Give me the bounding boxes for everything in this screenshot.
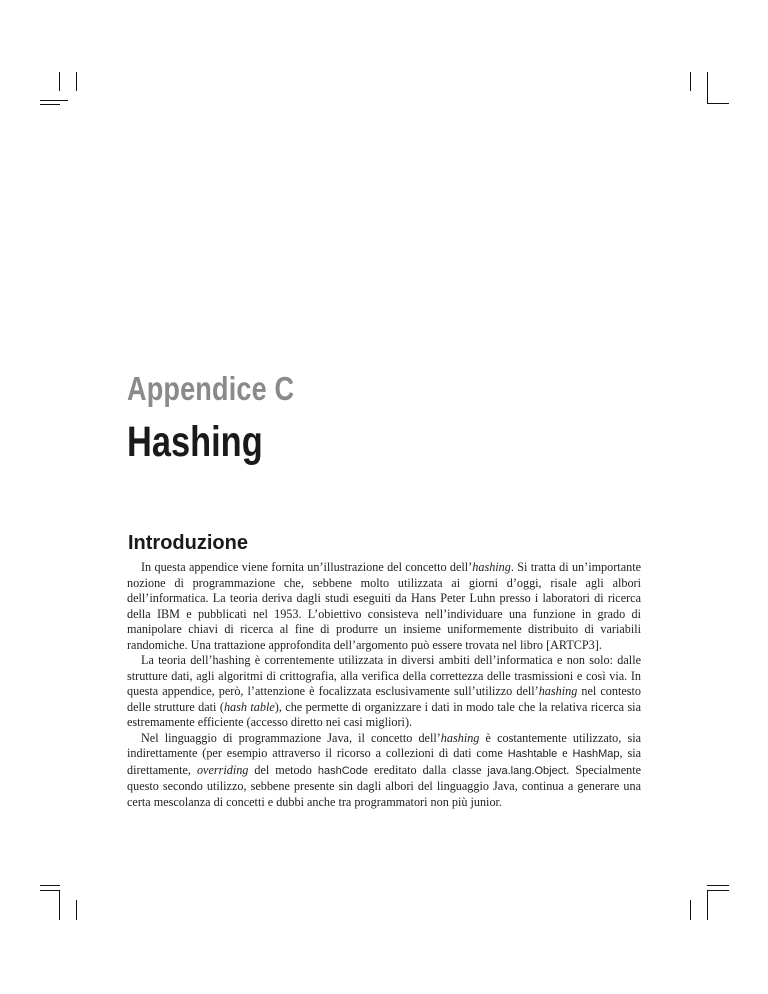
text-run: Nel linguaggio di programmazione Java, il concetto dell’: [141, 730, 441, 745]
crop-mark: [40, 885, 60, 886]
crop-mark: [40, 100, 68, 101]
text-run: ), che permette di organizzare i dati in modo tale che la relativa ricerca sia estremamente efficiente (accesso diretto nei casi migliori).: [127, 699, 641, 729]
crop-mark: [40, 104, 60, 105]
paragraph: [127, 560, 641, 653]
text-run: La teoria dell’hashing è correntemente utilizzata in diversi ambiti dell’informatica e non solo: dalle strutture dati, agli algoritmi di crittografia, alla verifica della correttezza delle trasmissioni e così via. In questa appendice, però, l’attenzione è focalizzata esclusivamente sull’utilizzo dell’: [127, 653, 641, 698]
crop-mark: [707, 890, 708, 920]
text-run: e: [557, 746, 573, 760]
text-run: , sia direttamente,: [127, 746, 641, 777]
paragraph: [127, 653, 641, 731]
text-run: è costantemente utilizzato, sia indirettamente (per esempio attraverso il ricorso a collezioni di dati come: [127, 730, 641, 760]
code-term: HashMap: [572, 748, 620, 760]
section-title: Introduzione: [128, 532, 248, 554]
text-run: nel contesto delle strutture dati (: [127, 684, 641, 714]
italic-term: overriding: [196, 762, 249, 777]
crop-mark: [40, 890, 60, 891]
italic-term: hash table: [223, 699, 275, 714]
text-run: . Si tratta di un’importante nozione di programmazione che, sebbene molto utilizzata ai giorni d’oggi, risale agli albori dell’informatica. La teoria deriva dagli studi eseguiti da Hans Peter Luhn presso i laboratori di ricerca della IBM e pubblicati nel 1953. L’obiettivo consisteva nell’individuare una funzione in grado di manipolare chiavi di ricerca al fine di produrre un insieme uniformemente distribuito di variabili randomiche. Una trattazione approfondita dell’argomento può essere trovata nel libro [ARTCP3].: [127, 560, 641, 652]
text-run: . Specialmente questo secondo utilizzo, sebbene presente sin dagli albori del linguaggio Java, continua a generare una certa mescolanza di concetti e dubbi anche tra programmatori non più junior.: [127, 762, 641, 809]
text-run: In questa appendice viene fornita un’illustrazione del concetto dell’: [141, 560, 473, 574]
text-run: ereditato dalla classe: [368, 762, 488, 777]
crop-mark: [76, 72, 77, 91]
crop-mark: [690, 72, 691, 91]
italic-term: hashing: [538, 684, 578, 698]
body-text: [127, 560, 641, 810]
crop-mark: [707, 885, 729, 886]
crop-mark: [76, 900, 77, 920]
crop-mark: [59, 890, 60, 920]
code-term: java.lang.Object: [487, 764, 567, 777]
paragraph: [127, 731, 641, 811]
text-run: del metodo: [248, 762, 318, 777]
appendix-label: Appendice C: [127, 370, 295, 407]
crop-mark: [707, 72, 708, 104]
crop-mark: [59, 72, 60, 91]
crop-mark: [707, 103, 729, 104]
chapter-title: Hashing: [127, 418, 263, 466]
italic-term: hashing: [440, 730, 480, 745]
italic-term: hashing: [472, 560, 511, 574]
code-term: hashCode: [317, 764, 368, 777]
crop-mark: [707, 890, 729, 891]
code-term: Hashtable: [507, 748, 558, 760]
crop-mark: [690, 900, 691, 920]
